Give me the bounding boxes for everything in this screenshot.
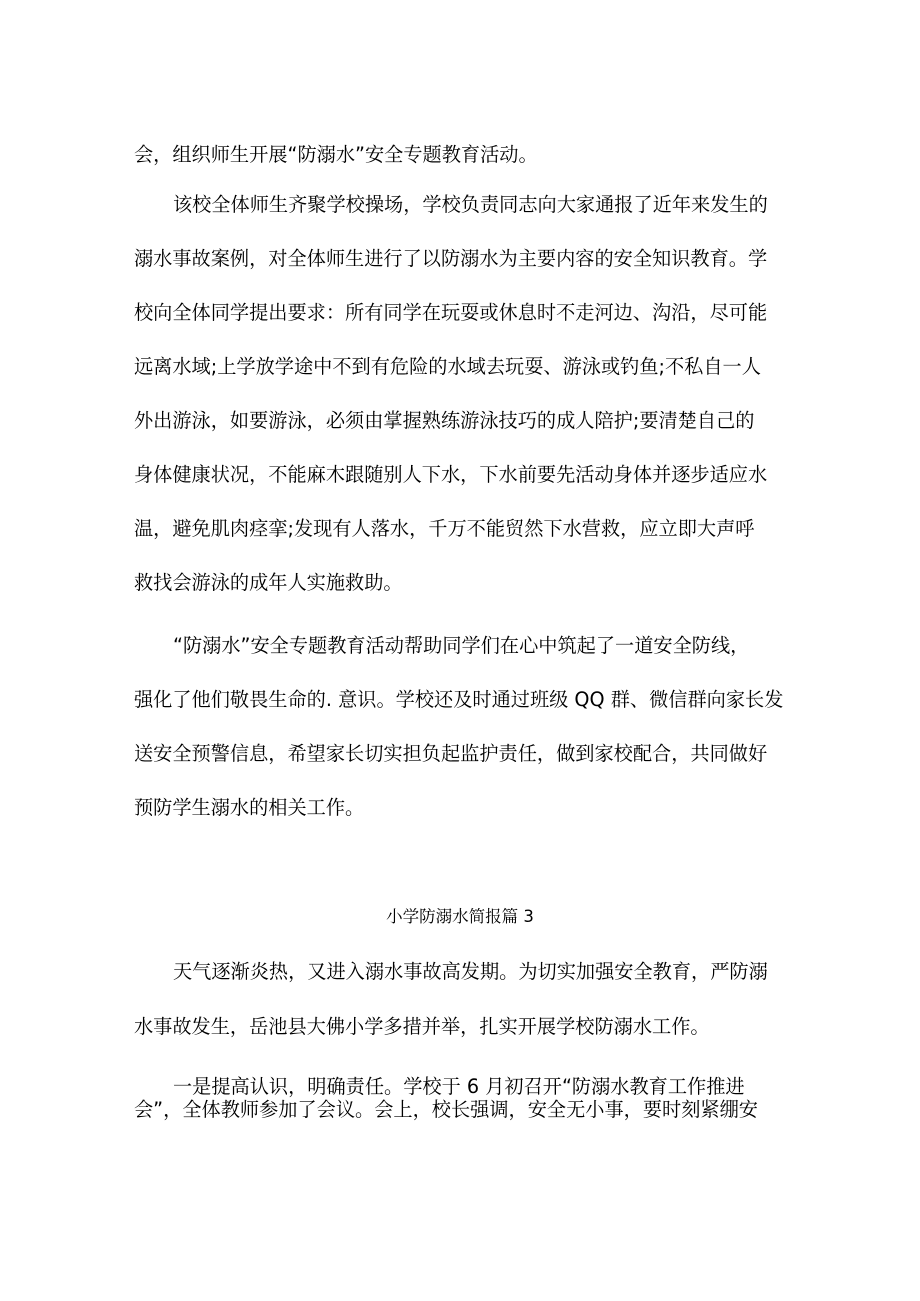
section-heading: 小学防溺水简报篇 3 <box>386 907 534 926</box>
paragraph-line: 水事故发生，岳池县大佛小学多措并举，扎实开展学校防溺水工作。 <box>134 1015 710 1038</box>
paragraph-line: 会”，全体教师参加了会议。会上，校长强调，安全无小事，要时刻紧绷安 <box>134 1098 758 1121</box>
paragraph-line: 一是提高认识，明确责任。学校于 6 月初召开“防溺水教育工作推进 <box>173 1075 745 1098</box>
paragraph-line: 天气逐渐炎热，又进入溺水事故高发期。为切实加强安全教育，严防溺 <box>173 960 768 983</box>
paragraph-line: 送安全预警信息，希望家长切实担负起监护责任，做到家校配合，共同做好 <box>134 742 768 765</box>
paragraph-line: 该校全体师生齐聚学校操场，学校负责同志向大家通报了近年来发生的 <box>173 193 768 216</box>
paragraph-line: 外出游泳，如要游泳，必须由掌握熟练游泳技巧的成人陪护;要清楚自己的 <box>134 409 755 432</box>
paragraph-block <box>134 1075 794 1121</box>
paragraph-line: 校向全体同学提出要求：所有同学在玩耍或休息时不走河边、沟沿，尽可能 <box>134 301 768 324</box>
paragraph-line: 救找会游泳的成年人实施救助。 <box>134 571 403 594</box>
paragraph-line: 溺水事故案例，对全体师生进行了以防溺水为主要内容的安全知识教育。学 <box>134 247 768 270</box>
paragraph-line: 身体健康状况，不能麻木跟随别人下水，下水前要先活动身体并逐步适应水 <box>134 463 768 486</box>
paragraph-line: “防溺水”安全专题教育活动帮助同学们在心中筑起了一道安全防线， <box>173 634 750 657</box>
paragraph-line: 温，避免肌肉痉挛;发现有人落水，千万不能贸然下水营救，应立即大声呼 <box>134 517 755 540</box>
paragraph-line: 强化了他们敬畏生命的. 意识。学校还及时通过班级 QQ 群、微信群向家长发 <box>134 688 784 711</box>
paragraph-line: 会，组织师生开展“防溺水”安全专题教育活动。 <box>134 143 538 166</box>
paragraph-line: 预防学生溺水的相关工作。 <box>134 796 365 819</box>
paragraph-line: 远离水域;上学放学途中不到有危险的水域去玩耍、游泳或钓鱼;不私自一人 <box>134 355 761 378</box>
